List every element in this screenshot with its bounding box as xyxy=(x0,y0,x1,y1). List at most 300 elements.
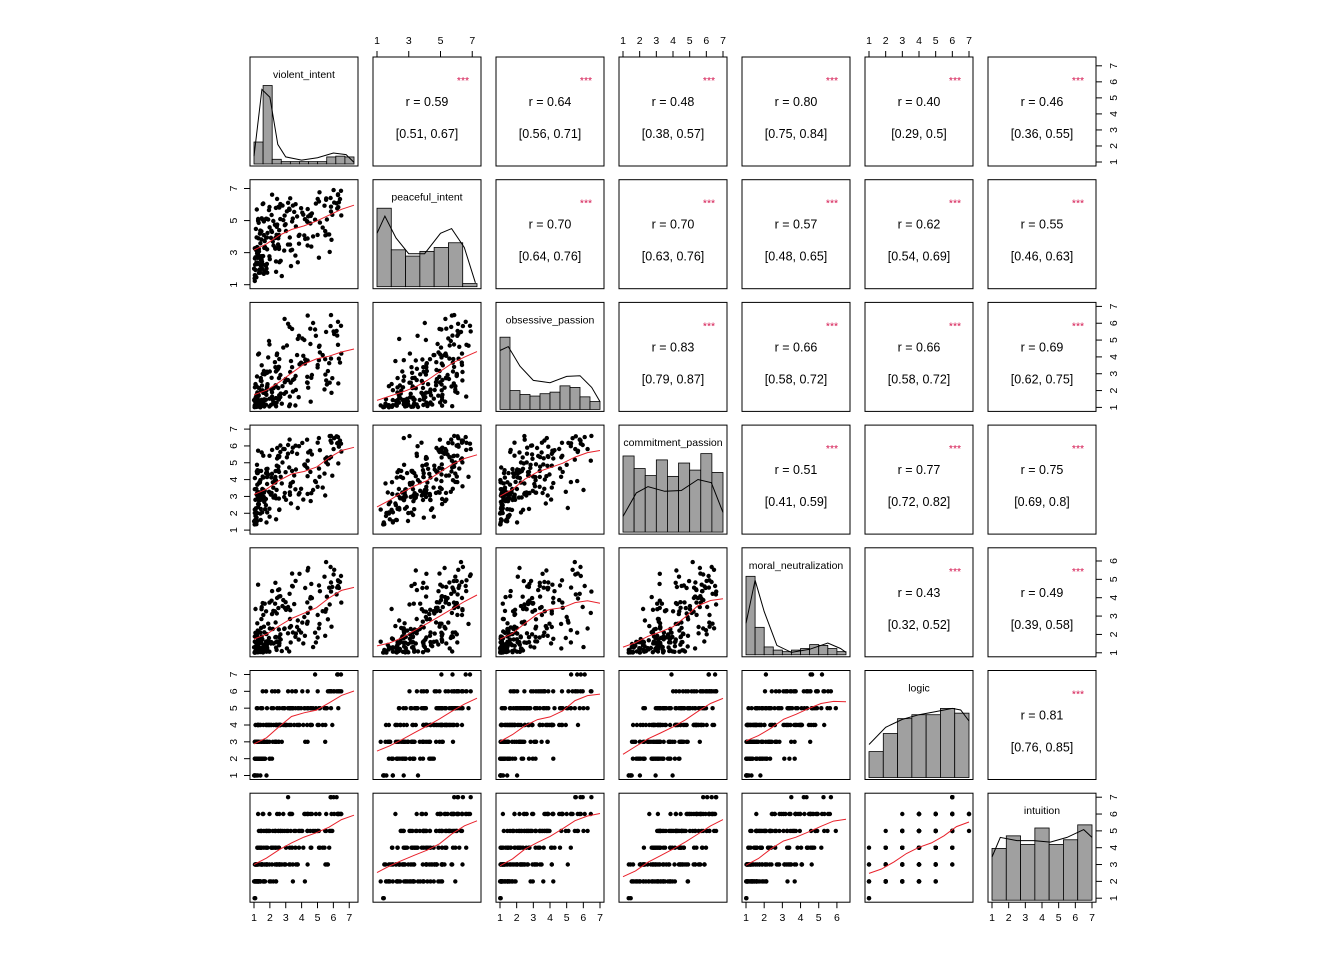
scatter-point xyxy=(449,469,453,473)
scatter-point xyxy=(530,862,534,866)
scatter-point xyxy=(325,382,329,386)
scatter-point xyxy=(509,589,513,593)
scatter-point xyxy=(330,723,334,727)
tick-label: 5 xyxy=(1108,827,1120,834)
scatter-point xyxy=(408,757,412,761)
scatter-point xyxy=(317,626,321,630)
scatter-point xyxy=(439,622,443,626)
scatter-point xyxy=(533,846,537,850)
scatter-point xyxy=(391,510,395,514)
scatter-point xyxy=(456,812,460,816)
scatter-point xyxy=(271,723,275,727)
scatter-point xyxy=(642,644,646,648)
scatter-point xyxy=(329,706,333,710)
scatter-point xyxy=(559,646,563,650)
scatter-point xyxy=(670,649,674,653)
axis-right-intuition xyxy=(1096,794,1120,901)
scatter-point xyxy=(290,812,294,816)
scatter-point xyxy=(277,228,281,232)
scatter-point xyxy=(440,502,444,506)
scatter-point xyxy=(544,501,548,505)
scatter-point xyxy=(585,706,589,710)
scatter-point xyxy=(560,454,564,458)
histogram-bar xyxy=(837,652,846,655)
scatter-point xyxy=(762,829,766,833)
scatter-point xyxy=(551,481,555,485)
scatter-point xyxy=(674,812,678,816)
tick-label: 3 xyxy=(653,35,660,47)
panel-2-1 xyxy=(373,302,481,411)
scatter-point xyxy=(282,862,286,866)
scatter-point xyxy=(589,689,593,693)
scatter-point xyxy=(386,490,390,494)
scatter-point xyxy=(546,580,550,584)
scatter-point xyxy=(303,357,307,361)
scatter-point xyxy=(426,382,430,386)
scatter-point xyxy=(262,643,266,647)
scatter-point xyxy=(402,644,406,648)
scatter-point xyxy=(764,672,768,676)
scatter-point xyxy=(305,600,309,604)
scatter-point xyxy=(327,846,331,850)
scatter-point xyxy=(460,484,464,488)
scatter-point xyxy=(339,600,343,604)
scatter-point xyxy=(539,450,543,454)
scatter-point xyxy=(277,508,281,512)
scatter-point xyxy=(280,481,284,485)
scatter-point xyxy=(546,445,550,449)
axis-left-peaceful_intent xyxy=(228,185,250,287)
panel-5-0 xyxy=(250,671,358,780)
scatter-point xyxy=(677,757,681,761)
scatter-point xyxy=(256,217,260,221)
scatter-point xyxy=(674,689,678,693)
panel-frame xyxy=(619,302,727,411)
scatter-point xyxy=(422,394,426,398)
scatter-point xyxy=(510,723,514,727)
scatter-point xyxy=(444,474,448,478)
scatter-point xyxy=(455,640,459,644)
scatter-point xyxy=(500,518,504,522)
scatter-point xyxy=(379,640,383,644)
scatter-point xyxy=(449,490,453,494)
scatter-point xyxy=(264,773,268,777)
scatter-point xyxy=(330,376,334,380)
scatter-point xyxy=(295,353,299,357)
scatter-point xyxy=(274,517,278,521)
scatter-point xyxy=(402,358,406,362)
scatter-point xyxy=(402,773,406,777)
scatter-point xyxy=(498,522,502,526)
scatter-point xyxy=(254,235,258,239)
scatter-point xyxy=(714,602,718,606)
scatter-point xyxy=(292,602,296,606)
panel-6-3 xyxy=(619,793,727,902)
scatter-point xyxy=(277,454,281,458)
scatter-point xyxy=(322,204,326,208)
scatter-point xyxy=(449,592,453,596)
scatter-point xyxy=(466,475,470,479)
scatter-point xyxy=(425,361,429,365)
scatter-point xyxy=(323,740,327,744)
scatter-point xyxy=(269,879,273,883)
scatter-point xyxy=(432,397,436,401)
scatter-point xyxy=(437,571,441,575)
significance-stars: *** xyxy=(456,75,470,87)
scatter-point xyxy=(434,491,438,495)
scatter-point xyxy=(309,244,313,248)
scatter-point xyxy=(820,672,824,676)
scatter-point xyxy=(443,812,447,816)
scatter-point xyxy=(694,812,698,816)
scatter-point xyxy=(661,650,665,654)
scatter-point xyxy=(505,621,509,625)
panel-6-4 xyxy=(742,793,850,902)
scatter-point xyxy=(654,862,658,866)
scatter-point xyxy=(256,773,260,777)
scatter-point xyxy=(575,479,579,483)
scatter-point xyxy=(712,626,716,630)
tick-label: 3 xyxy=(1108,370,1120,377)
scatter-point xyxy=(402,436,406,440)
panel-frame xyxy=(373,57,481,166)
scatter-point xyxy=(510,467,514,471)
scatter-point xyxy=(522,740,526,744)
scatter-point xyxy=(790,829,794,833)
scatter-point xyxy=(552,589,556,593)
scatter-point xyxy=(332,568,336,572)
scatter-point xyxy=(264,609,268,613)
scatter-point xyxy=(286,443,290,447)
scatter-point xyxy=(290,450,294,454)
scatter-point xyxy=(696,625,700,629)
scatter-point xyxy=(431,485,435,489)
scatter-point xyxy=(301,723,305,727)
scatter-point xyxy=(324,560,328,564)
panel-4-4 xyxy=(742,548,850,657)
scatter-point xyxy=(297,444,301,448)
significance-stars: *** xyxy=(825,443,839,456)
scatter-point xyxy=(436,350,440,354)
histogram-bar xyxy=(336,156,345,164)
scatter-point xyxy=(294,467,298,471)
scatter-point xyxy=(265,846,269,850)
scatter-point xyxy=(585,626,589,630)
scatter-point xyxy=(432,757,436,761)
scatter-point xyxy=(541,634,545,638)
scatter-point xyxy=(253,476,257,480)
scatter-point xyxy=(713,584,717,588)
scatter-point xyxy=(426,467,430,471)
scatter-point xyxy=(451,630,455,634)
scatter-point xyxy=(538,723,542,727)
scatter-point xyxy=(794,689,798,693)
scatter-point xyxy=(510,829,514,833)
scatter-point xyxy=(391,773,395,777)
scatter-point xyxy=(278,443,282,447)
scatter-point xyxy=(461,438,465,442)
correlation-value: r = 0.70 xyxy=(651,217,695,232)
tick-label: 1 xyxy=(1108,649,1120,656)
scatter-point xyxy=(336,706,340,710)
scatter-point xyxy=(441,605,445,609)
scatter-point xyxy=(415,444,419,448)
scatter-point xyxy=(535,446,539,450)
histogram-bar xyxy=(272,159,281,164)
scatter-point xyxy=(309,400,313,404)
scatter-point xyxy=(414,723,418,727)
scatter-point xyxy=(289,264,293,268)
histogram-bar xyxy=(550,392,560,409)
scatter-point xyxy=(327,232,331,236)
scatter-point xyxy=(544,568,548,572)
scatter-point xyxy=(398,396,402,400)
scatter-point xyxy=(631,862,635,866)
tick-label: 6 xyxy=(1108,811,1120,817)
scatter-point xyxy=(663,723,667,727)
scatter-point xyxy=(558,846,562,850)
scatter-point xyxy=(460,723,464,727)
scatter-point xyxy=(464,689,468,693)
scatter-point xyxy=(834,706,838,710)
scatter-point xyxy=(444,327,448,331)
scatter-point xyxy=(793,757,797,761)
scatter-point xyxy=(557,723,561,727)
scatter-point xyxy=(532,645,536,649)
correlation-value: r = 0.55 xyxy=(1020,217,1064,232)
scatter-point xyxy=(339,189,343,193)
scatter-point xyxy=(570,436,574,440)
histogram-bar xyxy=(819,645,828,654)
scatter-point xyxy=(557,598,561,602)
scatter-point xyxy=(451,369,455,373)
scatter-point xyxy=(686,879,690,883)
histogram-bar xyxy=(1063,840,1077,900)
scatter-point xyxy=(260,217,264,221)
scatter-point xyxy=(542,689,546,693)
scatter-point xyxy=(430,402,434,406)
scatter-point xyxy=(703,586,707,590)
scatter-point xyxy=(273,620,277,624)
histogram-bar xyxy=(540,394,550,410)
scatter-point xyxy=(301,846,305,850)
scatter-point xyxy=(578,592,582,596)
scatter-point xyxy=(296,506,300,510)
scatter-point xyxy=(280,384,284,388)
scatter-point xyxy=(336,320,340,324)
scatter-point xyxy=(444,491,448,495)
scatter-point xyxy=(315,365,319,369)
tick-label: 5 xyxy=(815,912,822,925)
scatter-point xyxy=(934,812,938,816)
scatter-point xyxy=(653,846,657,850)
scatter-point xyxy=(439,812,443,816)
confidence-interval: [0.64, 0.76] xyxy=(518,249,582,264)
scatter-point xyxy=(297,234,301,238)
scatter-point xyxy=(262,862,266,866)
scatter-point xyxy=(785,723,789,727)
scatter-point xyxy=(517,495,521,499)
histogram-bar xyxy=(1078,825,1092,900)
scatter-point xyxy=(646,879,650,883)
scatter-point xyxy=(531,812,535,816)
scatter-point xyxy=(268,369,272,373)
scatter-point xyxy=(430,506,434,510)
scatter-point xyxy=(546,634,550,638)
scatter-point xyxy=(416,478,420,482)
scatter-point xyxy=(534,617,538,621)
scatter-point xyxy=(452,313,456,317)
scatter-point xyxy=(757,862,761,866)
panel-0-4 xyxy=(742,57,850,166)
scatter-point xyxy=(805,846,809,850)
scatter-point xyxy=(512,812,516,816)
panel-5-1 xyxy=(373,671,481,780)
scatter-point xyxy=(305,862,309,866)
scatter-point xyxy=(443,400,447,404)
scatter-point xyxy=(503,595,507,599)
scatter-point xyxy=(530,632,534,636)
panel-frame xyxy=(988,57,1096,166)
scatter-point xyxy=(283,380,287,384)
scatter-point xyxy=(581,605,585,609)
scatter-point xyxy=(338,580,342,584)
panel-2-0 xyxy=(250,302,358,411)
correlation-value: r = 0.57 xyxy=(774,217,818,232)
scatter-point xyxy=(325,217,329,221)
scatter-point xyxy=(280,203,284,207)
scatter-point xyxy=(253,263,257,267)
scatter-point xyxy=(330,585,334,589)
scatter-point xyxy=(270,394,274,398)
panel-0-1 xyxy=(373,57,481,166)
scatter-point xyxy=(263,602,267,606)
scatter-point xyxy=(288,242,292,246)
scatter-point xyxy=(434,862,438,866)
scatter-point xyxy=(283,223,287,227)
tick-label: 7 xyxy=(1108,794,1120,801)
scatter-point xyxy=(433,388,437,392)
tick-label: 5 xyxy=(228,705,240,712)
scatter-point xyxy=(301,213,305,217)
scatter-point xyxy=(469,689,473,693)
scatter-point xyxy=(688,829,692,833)
scatter-point xyxy=(546,829,550,833)
scatter-point xyxy=(259,607,263,611)
scatter-point xyxy=(259,723,263,727)
scatter-point xyxy=(330,829,334,833)
scatter-point xyxy=(257,829,261,833)
scatter-point xyxy=(460,360,464,364)
scatter-point xyxy=(257,221,261,225)
confidence-interval: [0.69, 0.8] xyxy=(1014,495,1070,510)
scatter-point xyxy=(436,589,440,593)
scatter-point xyxy=(761,879,765,883)
scatter-point xyxy=(309,499,313,503)
correlation-value: r = 0.69 xyxy=(1020,340,1064,355)
scatter-point xyxy=(673,757,677,761)
scatter-point xyxy=(293,579,297,583)
scatter-point xyxy=(415,689,419,693)
scatter-point xyxy=(288,235,292,239)
panel-frame xyxy=(865,57,973,166)
tick-label: 1 xyxy=(866,35,872,47)
scatter-point xyxy=(583,672,587,676)
scatter-point xyxy=(275,611,279,615)
tick-label: 2 xyxy=(266,912,273,925)
scatter-point xyxy=(682,600,686,604)
tick-label: 7 xyxy=(228,671,240,678)
scatter-point xyxy=(687,579,691,583)
scatter-point xyxy=(421,620,425,624)
scatter-point xyxy=(265,510,269,514)
scatter-point xyxy=(450,672,454,676)
scatter-point xyxy=(382,862,386,866)
scatter-point xyxy=(332,200,336,204)
confidence-interval: [0.48, 0.65] xyxy=(764,249,828,264)
scatter-point xyxy=(464,846,468,850)
scatter-point xyxy=(428,740,432,744)
scatter-point xyxy=(658,606,662,610)
scatter-point xyxy=(456,795,460,799)
scatter-point xyxy=(788,862,792,866)
scatter-point xyxy=(444,596,448,600)
scatter-point xyxy=(299,706,303,710)
scatter-point xyxy=(934,862,938,866)
tick-label: 3 xyxy=(1022,912,1029,925)
scatter-point xyxy=(325,706,329,710)
scatter-point xyxy=(523,491,527,495)
scatter-point xyxy=(934,846,938,850)
scatter-point xyxy=(412,507,416,511)
scatter-point xyxy=(324,330,328,334)
scatter-point xyxy=(286,795,290,799)
scatter-point xyxy=(651,608,655,612)
scatter-point xyxy=(390,636,394,640)
scatter-point xyxy=(439,447,443,451)
axis-top-commitment_passion xyxy=(620,35,726,57)
scatter-point xyxy=(406,519,410,523)
scatter-point xyxy=(278,373,282,377)
scatter-point xyxy=(280,402,284,406)
histogram-bar xyxy=(828,649,837,655)
scatter-point xyxy=(274,270,278,274)
scatter-point xyxy=(259,626,263,630)
scatter-point xyxy=(744,757,748,761)
confidence-interval: [0.51, 0.67] xyxy=(395,127,459,141)
scatter-point xyxy=(789,795,793,799)
scatter-point xyxy=(428,640,432,644)
scatter-point xyxy=(649,646,653,650)
scatter-point xyxy=(575,672,579,676)
scatter-point xyxy=(402,879,406,883)
scatter-point xyxy=(393,624,397,628)
scatter-point xyxy=(534,462,538,466)
scatter-point xyxy=(440,723,444,727)
scatter-point xyxy=(402,374,406,378)
scatter-point xyxy=(258,228,262,232)
panel-4-1 xyxy=(373,548,481,657)
scatter-point xyxy=(259,379,263,383)
scatter-point xyxy=(783,812,787,816)
panel-frame xyxy=(742,57,850,166)
scatter-point xyxy=(420,812,424,816)
significance-stars: *** xyxy=(1071,443,1085,456)
scatter-point xyxy=(799,862,803,866)
correlation-value: r = 0.64 xyxy=(528,95,572,109)
histogram-bar xyxy=(701,454,712,532)
correlation-value: r = 0.66 xyxy=(774,340,818,355)
